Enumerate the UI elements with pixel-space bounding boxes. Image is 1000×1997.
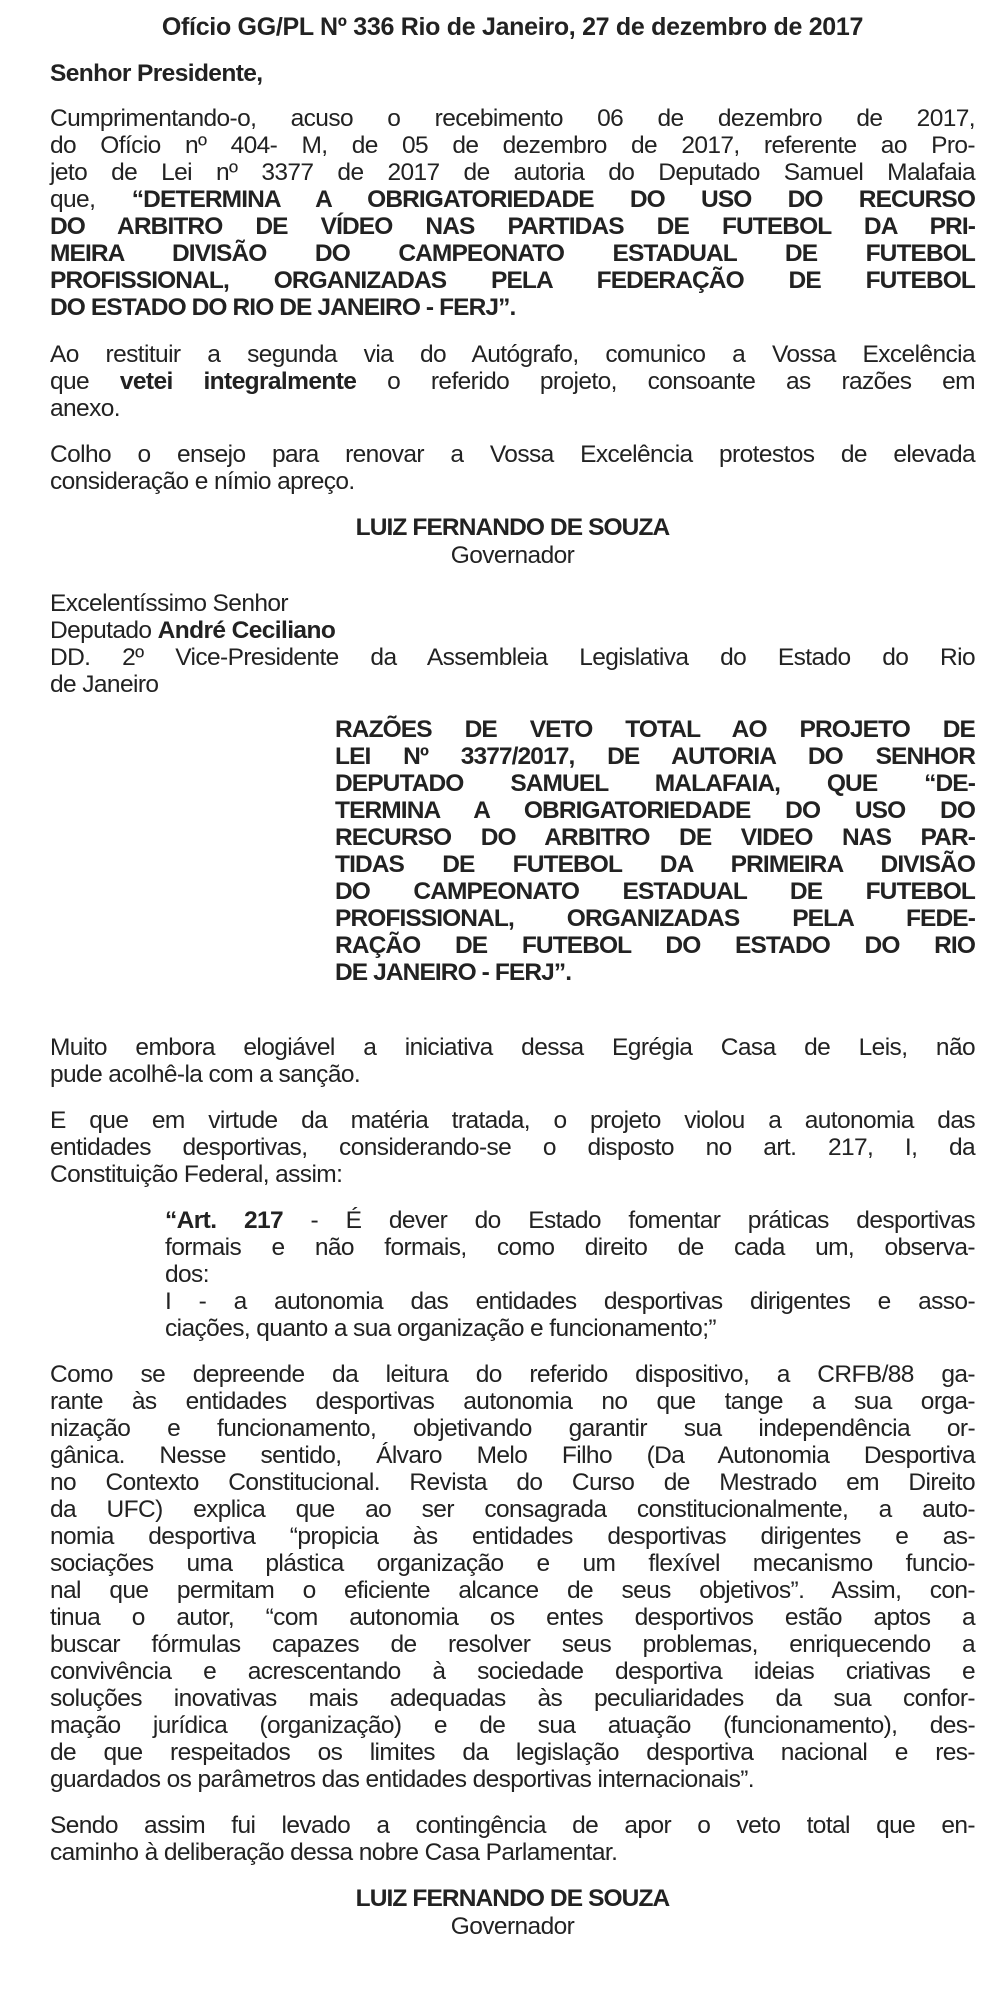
para6-line: no Contexto Constitucional. Revista do Curso de Mestrado em Direito (50, 1469, 975, 1496)
para2-line: Ao restituir a segunda via do Autógrafo, comunico a Vossa Excelência (50, 341, 975, 368)
para1-line: do Ofício nº 404- M, de 05 de dezembro de 2017, referente ao Pro- (50, 132, 975, 159)
para6-line: tinua o autor, “com autonomia os entes desportivos estão aptos a (50, 1604, 975, 1631)
para2-suffix: o referido projeto, consoante as razões em (356, 368, 975, 395)
para7-line: caminho à deliberação dessa nobre Casa Parlamentar. (50, 1839, 618, 1866)
para1-line: Cumprimentando-o, acuso o recebimento 06 de dezembro de 2017, (50, 105, 975, 132)
veto-heading-line: PROFISSIONAL, ORGANIZADAS PELA FEDE- (335, 905, 975, 932)
para2-prefix: que (50, 368, 120, 395)
veto-heading-line: TERMINA A OBRIGATORIEDADE DO USO DO (335, 797, 975, 824)
para6-line: convivência e acrescentando à sociedade desportiva ideias criativas e (50, 1658, 975, 1685)
article-label: “Art. 217 (165, 1207, 284, 1234)
para5-line: E que em virtude da matéria tratada, o projeto violou a autonomia das (50, 1107, 975, 1134)
quote-line (165, 1207, 975, 1234)
veto-heading-line: LEI Nº 3377/2017, DE AUTORIA DO SENHOR (335, 743, 975, 770)
para6-line: buscar fórmulas capazes de resolver seus problemas, enriquecendo a (50, 1631, 975, 1658)
veto-heading-line: RECURSO DO ARBITRO DE VIDEO NAS PAR- (335, 824, 975, 851)
para1-line: jeto de Lei nº 3377 de 2017 de autoria do Deputado Samuel Malafaia (50, 159, 975, 186)
veto-heading-line: DE JANEIRO - FERJ”. (335, 959, 572, 986)
para6-line: de que respeitados os limites da legislação desportiva nacional e res- (50, 1739, 975, 1766)
address-line: de Janeiro (50, 671, 159, 698)
para3-line: Colho o ensejo para renovar a Vossa Excelência protestos de elevada (50, 441, 975, 468)
signature-name: LUIZ FERNANDO DE SOUZA (355, 1885, 670, 1912)
bill-title-bold: “DETERMINA A OBRIGATORIEDADE DO USO DO RECURSO (131, 186, 975, 213)
para6-line: nal que permitam o eficiente alcance de seus objetivos”. Assim, con- (50, 1577, 975, 1604)
para6-line: soluções inovativas mais adequadas às peculiaridades da sua confor- (50, 1685, 975, 1712)
para4-line: Muito embora elogiável a iniciativa dessa Egrégia Casa de Leis, não (50, 1034, 975, 1061)
veto-heading-line: RAZÕES DE VETO TOTAL AO PROJETO DE (335, 716, 975, 743)
quote-line: I - a autonomia das entidades desportivas dirigentes e asso- (165, 1288, 975, 1315)
para6-line: guardados os parâmetros das entidades desportivas internacionais”. (50, 1766, 755, 1793)
address-line: Excelentíssimo Senhor (50, 590, 288, 617)
para1-prefix: que, (50, 186, 132, 213)
signature-role: Governador (450, 542, 575, 569)
para7-line: Sendo assim fui levado a contingência de apor o veto total que en- (50, 1812, 975, 1839)
bill-title-line: DO ARBITRO DE VÍDEO NAS PARTIDAS DE FUTEBOL DA PRI- (50, 213, 975, 240)
veto-heading-line: DEPUTADO SAMUEL MALAFAIA, QUE “DE- (335, 770, 975, 797)
address-line (50, 617, 975, 644)
para5-line: entidades desportivas, considerando-se o disposto no art. 217, I, da (50, 1134, 975, 1161)
para3-line: consideração e nímio apreço. (50, 468, 355, 495)
address-prefix: Deputado (50, 617, 158, 644)
bill-title-line: MEIRA DIVISÃO DO CAMPEONATO ESTADUAL DE FUTEBOL (50, 240, 975, 267)
para4-line: pude acolhê-la com a sanção. (50, 1061, 361, 1088)
para6-line: Como se depreende da leitura do referido dispositivo, a CRFB/88 ga- (50, 1361, 975, 1388)
para5-line: Constituição Federal, assim: (50, 1161, 343, 1188)
para2-line (50, 368, 975, 395)
address-line: DD. 2º Vice-Presidente da Assembleia Legislativa do Estado do Rio (50, 644, 975, 671)
bill-title-line: DO ESTADO DO RIO DE JANEIRO - FERJ”. (50, 294, 516, 321)
quote-line: dos: (165, 1261, 209, 1288)
quote-line: formais e não formais, como direito de cada um, observa- (165, 1234, 975, 1261)
para2-line: anexo. (50, 395, 120, 422)
bill-title-line: PROFISSIONAL, ORGANIZADAS PELA FEDERAÇÃO DE FUTEBOL (50, 267, 975, 294)
veto-emphasis: vetei integralmente (119, 368, 357, 395)
veto-heading-line: TIDAS DE FUTEBOL DA PRIMEIRA DIVISÃO (335, 851, 975, 878)
para6-line: nomia desportiva “propicia às entidades desportivas dirigentes e as- (50, 1523, 975, 1550)
para1-line (50, 186, 975, 213)
para6-line: gânica. Nesse sentido, Álvaro Melo Filho (Da Autonomia Desportiva (50, 1442, 975, 1469)
para6-line: nização e funcionamento, objetivando garantir sua independência or- (50, 1415, 975, 1442)
para6-line: rante às entidades desportivas autonomia no que tange a sua orga- (50, 1388, 975, 1415)
addressee-name: André Ceciliano (157, 617, 336, 644)
salutation: Senhor Presidente, (50, 60, 263, 87)
signature-name: LUIZ FERNANDO DE SOUZA (355, 514, 670, 541)
para6-line: da UFC) explica que ao ser consagrada constitucionalmente, a auto- (50, 1496, 975, 1523)
para6-line: mação jurídica (organização) e de sua atuação (funcionamento), des- (50, 1712, 975, 1739)
para6-line: sociações uma plástica organização e um flexível mecanismo funcio- (50, 1550, 975, 1577)
quote-text: - É dever do Estado fomentar práticas desportivas (283, 1207, 975, 1234)
veto-heading-line: DO CAMPEONATO ESTADUAL DE FUTEBOL (335, 878, 975, 905)
letter-title: Ofício GG/PL Nº 336 Rio de Janeiro, 27 de dezembro de 2017 (161, 13, 864, 41)
signature-role: Governador (450, 1913, 575, 1940)
veto-heading-line: RAÇÃO DE FUTEBOL DO ESTADO DO RIO (335, 932, 975, 959)
quote-line: ciações, quanto a sua organização e funcionamento;” (165, 1315, 716, 1342)
